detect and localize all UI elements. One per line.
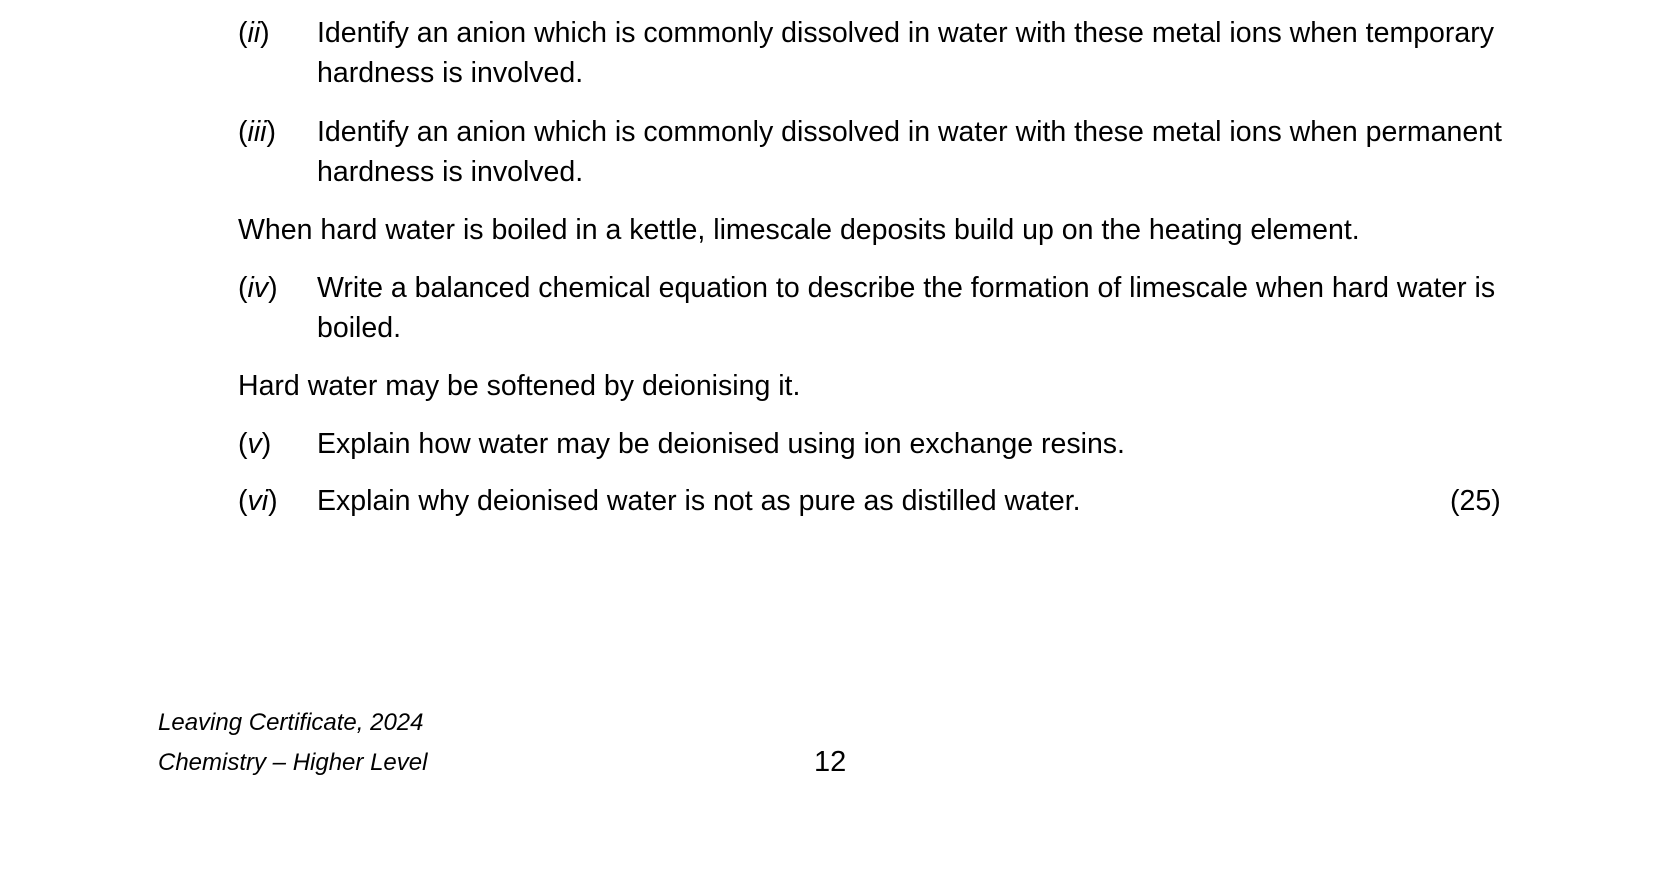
question-number-iii: (iii) [238,116,276,148]
question-text-iv: Write a balanced chemical equation to describe the formation of limescale when hard water is boiled. [317,272,1496,344]
question-text-iii: Identify an anion which is commonly dissolved in water with these metal ions when permanent hardness is involved. [317,116,1502,188]
question-text-v: Explain how water may be deionised using ion exchange resins. [317,428,1125,460]
question-text-ii: Identify an anion which is commonly dissolved in water with these metal ions when temporary hardness is involved. [317,17,1494,89]
marks-allocation: (25) [1450,485,1501,517]
question-number-v: (v) [238,428,272,460]
statement-softening: Hard water may be softened by deionising it. [238,370,801,402]
question-text-vi: Explain why deionised water is not as pure as distilled water. [317,485,1081,517]
statement-kettle: When hard water is boiled in a kettle, limescale deposits build up on the heating element. [238,214,1360,246]
question-number-ii: (ii) [238,17,270,49]
question-number-vi: (vi) [238,485,278,517]
footer-subject-level: Chemistry – Higher Level [158,749,428,776]
question-number-iv: (iv) [238,272,278,304]
page-number: 12 [814,746,847,778]
footer-exam-title: Leaving Certificate, 2024 [158,709,424,736]
